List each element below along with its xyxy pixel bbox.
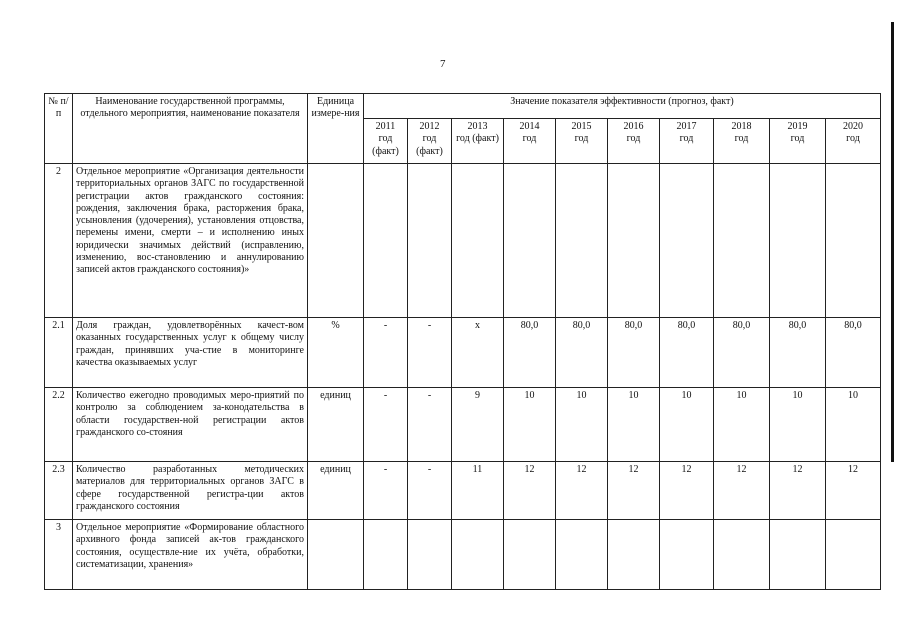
row-value: 12 — [504, 462, 556, 520]
row-value: 10 — [608, 388, 660, 462]
row-num: 2.2 — [45, 388, 73, 462]
row-value — [826, 520, 881, 590]
row-value: 12 — [826, 462, 881, 520]
row-value: 10 — [660, 388, 714, 462]
header-name: Наименование государственной программы, отдельного мероприятия, наименование показателя — [73, 94, 308, 164]
scan-edge-line — [891, 22, 894, 462]
row-value: 12 — [608, 462, 660, 520]
row-value: 80,0 — [504, 318, 556, 388]
row-value: 9 — [452, 388, 504, 462]
header-year: 2019 год — [770, 119, 826, 164]
row-value — [452, 520, 504, 590]
row-value: - — [364, 388, 408, 462]
row-value: - — [408, 462, 452, 520]
table-row — [45, 520, 881, 590]
row-value: 80,0 — [608, 318, 660, 388]
header-values: Значение показателя эффективности (прогноз, факт) — [364, 94, 881, 119]
row-value: - — [408, 318, 452, 388]
row-value — [770, 520, 826, 590]
row-value: 80,0 — [826, 318, 881, 388]
page-number: 7 — [440, 58, 446, 70]
header-year: 2018 год — [714, 119, 770, 164]
header-year: 2012 год (факт) — [408, 119, 452, 164]
table-row — [45, 388, 881, 462]
row-unit: единиц — [308, 462, 364, 520]
header-row-main — [45, 94, 881, 119]
row-value — [504, 164, 556, 318]
row-value — [770, 164, 826, 318]
row-value: 10 — [504, 388, 556, 462]
row-num: 2.3 — [45, 462, 73, 520]
row-value — [364, 164, 408, 318]
row-value — [608, 520, 660, 590]
row-unit — [308, 520, 364, 590]
row-value — [608, 164, 660, 318]
row-value: 11 — [452, 462, 504, 520]
row-name: Количество разработанных методических материалов для территориальных органов ЗАГС в сфере государственной регистра-ции актов гражданского состояния — [73, 462, 308, 520]
row-name: Отдельное мероприятие «Формирование областного архивного фонда записей ак-тов гражданского состояния, осуществле-ние их учёта, обработки, систематизации, хранения» — [73, 520, 308, 590]
row-value — [408, 164, 452, 318]
row-unit: единиц — [308, 388, 364, 462]
row-value — [660, 164, 714, 318]
row-num: 2.1 — [45, 318, 73, 388]
row-value: 80,0 — [770, 318, 826, 388]
row-value — [452, 164, 504, 318]
row-value — [714, 164, 770, 318]
header-year: 2016 год — [608, 119, 660, 164]
row-value: 12 — [556, 462, 608, 520]
row-value — [714, 520, 770, 590]
row-value — [660, 520, 714, 590]
header-unit: Единица измере-ния — [308, 94, 364, 164]
row-value — [556, 520, 608, 590]
row-value — [408, 520, 452, 590]
row-value: - — [408, 388, 452, 462]
header-year: 2020 год — [826, 119, 881, 164]
row-name: Отдельное мероприятие «Организация деятельности территориальных органов ЗАГС по государственной регистрации актов гражданского состояния: рождения, заключения брака, расторжения брака, усыновления (удочерения), установления отцовства, перемены имени, смерти – и исполнению иных юридически значимых действий (исправлению, изменению, вос-становлению и аннулированию записей актов гражданского состояния)» — [73, 164, 308, 318]
header-year: 2015 год — [556, 119, 608, 164]
row-value: 10 — [556, 388, 608, 462]
row-value: - — [364, 318, 408, 388]
row-value: 12 — [714, 462, 770, 520]
row-value: х — [452, 318, 504, 388]
row-value: 80,0 — [714, 318, 770, 388]
header-year: 2014 год — [504, 119, 556, 164]
row-unit — [308, 164, 364, 318]
header-year: 2017 год — [660, 119, 714, 164]
row-name: Количество ежегодно проводимых меро-приятий по контролю за соблюдением за-конодательства в области государствен-ной регистрации актов гражданского со-стояния — [73, 388, 308, 462]
row-value: 80,0 — [556, 318, 608, 388]
row-value: 10 — [770, 388, 826, 462]
row-num: 2 — [45, 164, 73, 318]
row-value: 10 — [826, 388, 881, 462]
row-value: - — [364, 462, 408, 520]
header-year: 2011 год (факт) — [364, 119, 408, 164]
header-num: № п/п — [45, 94, 73, 164]
header-year: 2013 год (факт) — [452, 119, 504, 164]
row-value: 10 — [714, 388, 770, 462]
row-value — [556, 164, 608, 318]
row-unit: % — [308, 318, 364, 388]
row-value — [364, 520, 408, 590]
table-row — [45, 462, 881, 520]
row-value: 12 — [770, 462, 826, 520]
table-row — [45, 318, 881, 388]
row-value: 80,0 — [660, 318, 714, 388]
indicators-table — [44, 93, 881, 590]
row-value — [504, 520, 556, 590]
row-name: Доля граждан, удовлетворённых качест-вом оказанных государственных услуг к общему числу граждан, принявших уча-стие в мониторинге качества оказываемых услуг — [73, 318, 308, 388]
row-value — [826, 164, 881, 318]
table-row — [45, 164, 881, 318]
row-num: 3 — [45, 520, 73, 590]
row-value: 12 — [660, 462, 714, 520]
